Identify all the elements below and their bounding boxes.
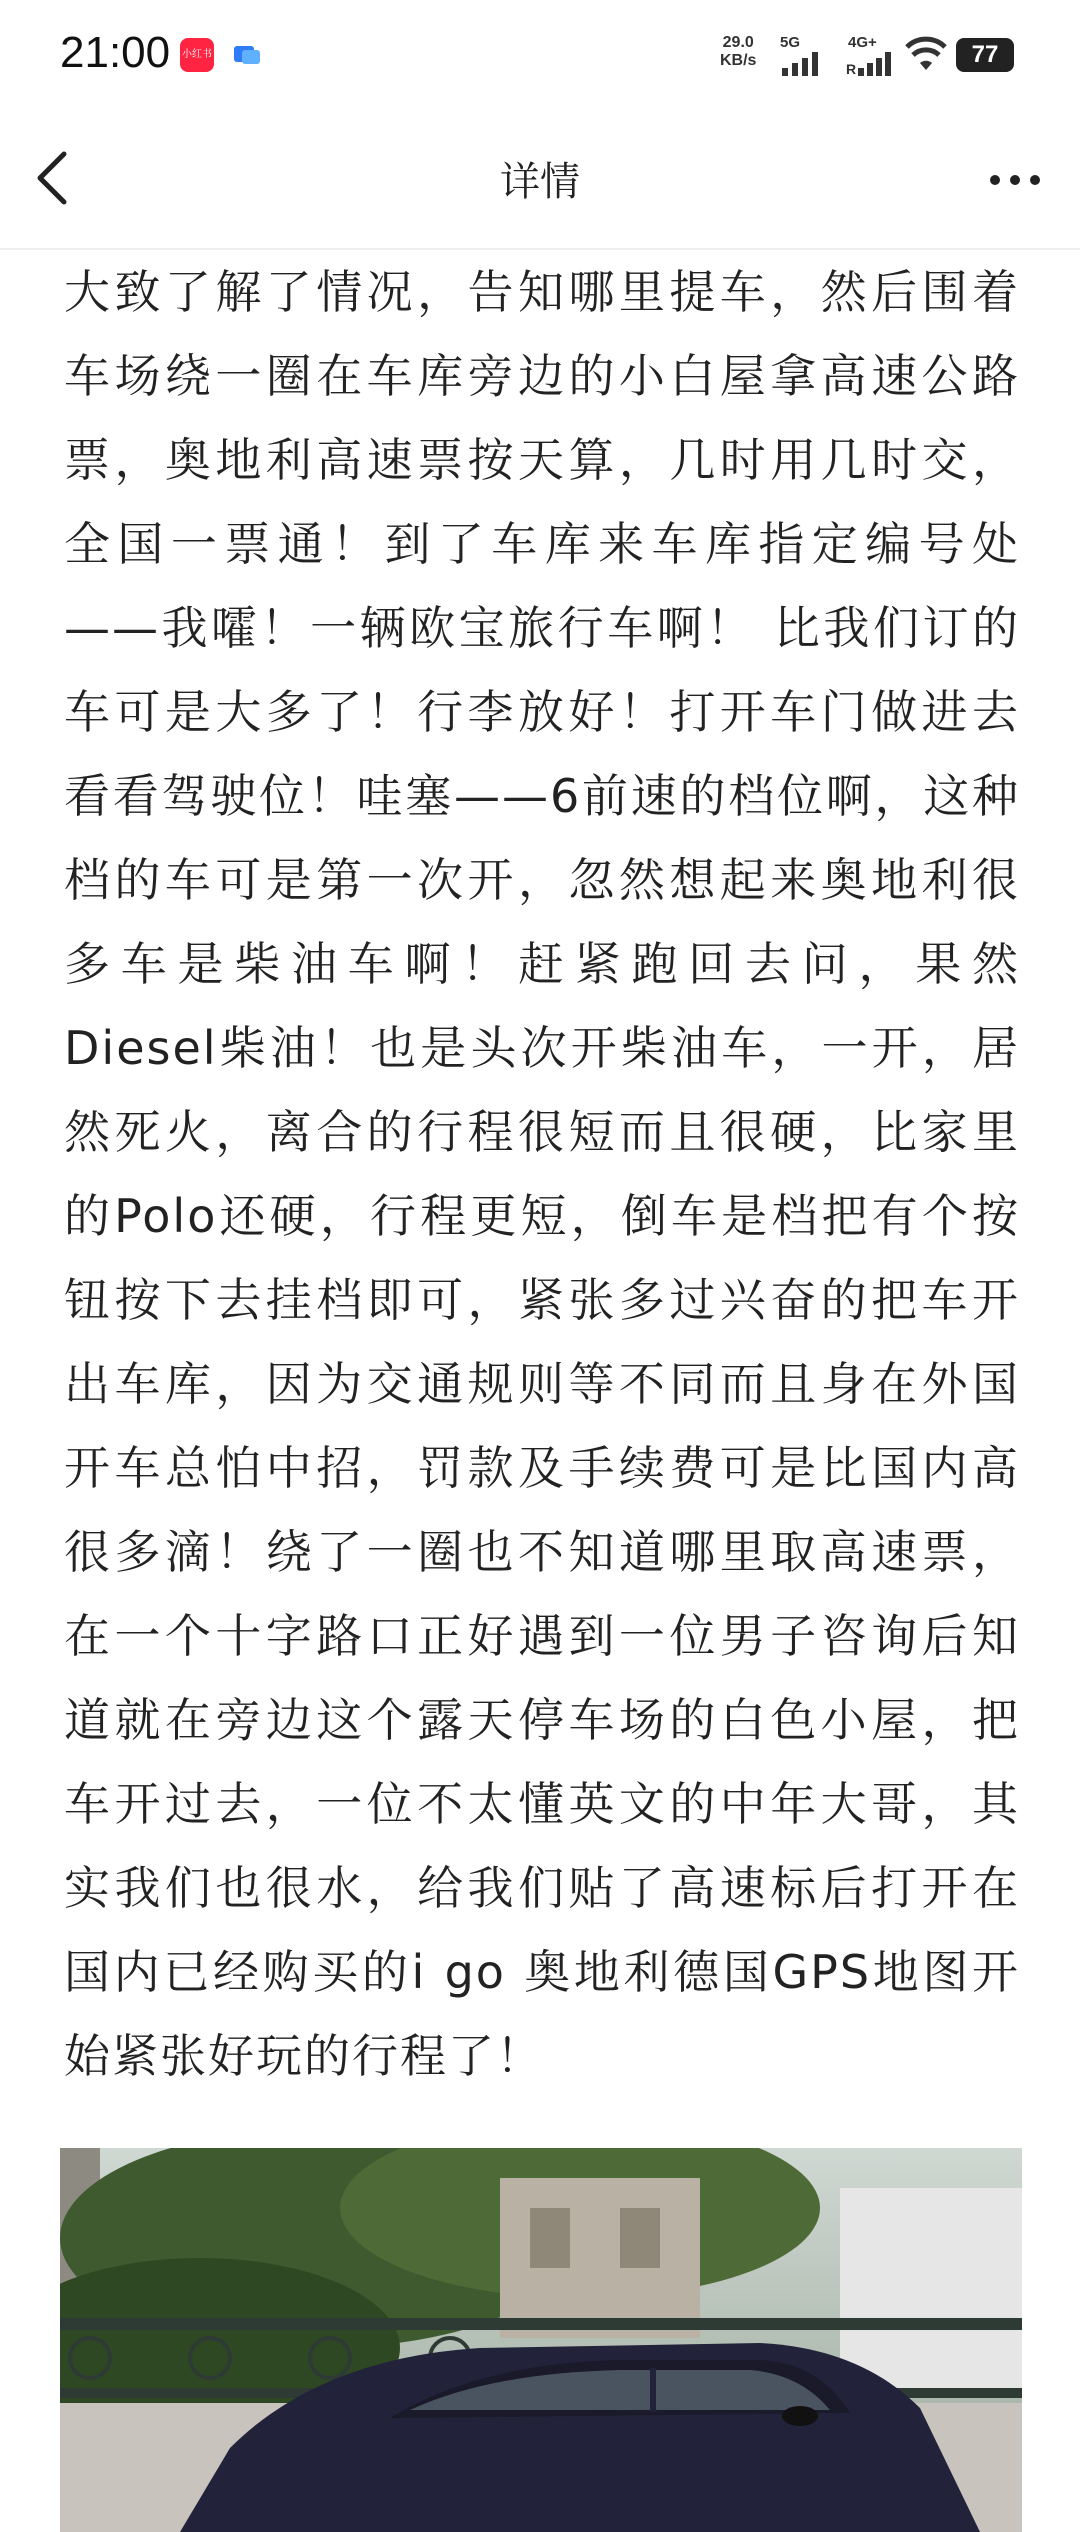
- app-icon: [230, 38, 264, 72]
- battery-icon: 77: [956, 38, 1014, 72]
- signal-4g-label: 4G+: [848, 34, 877, 51]
- page-title: 详情: [500, 159, 580, 205]
- network-speed: [720, 34, 756, 70]
- xiaohongshu-icon: [180, 38, 214, 72]
- more-button[interactable]: [980, 150, 1050, 210]
- car-photo-image: [60, 2148, 1022, 2532]
- more-dots-icon: [980, 150, 1050, 210]
- network-speed-value: 29.0: [722, 34, 754, 51]
- status-bar: [0, 0, 1080, 110]
- wifi-icon: [904, 36, 948, 72]
- svg-text:R: R: [846, 61, 857, 76]
- top-nav-bar: [0, 110, 1080, 250]
- xiaohongshu-icon-label: 小红书: [182, 49, 212, 60]
- article-body: [0, 248, 1080, 2098]
- signal-icon: [782, 52, 824, 76]
- article-paragraph: 大致了解了情况，告知哪里提车，然后围着车场绕一圈在车库旁边的小白屋拿高速公路票，奥地利高速票按天算，几时用几时交，全国一票通！到了车库来车库指定编号处——我嚯！一辆欧宝旅行车啊！ 比我们订的车可是大多了！行李放好！打开车门做进去看看驾驶位！哇塞——6前速的档位啊，这种档的车可是第一次开，忽然想起来奥地利很多车是柴油车啊！赶紧跑回去问，果然Diesel柴油！也是头次开柴油车，一开，居然死火，离合的行程很短而且很硬，比家里的Polo还硬，行程更短，倒车是档把有个按钮按下去挂档即可，紧张多过兴奋的把车开出车库，因为交通规则等不同而且身在外国开车总怕中招，罚款及手续费可是比国内高很多滴！绕了一圈也不知道哪里取高速票，在一个十字路口正好遇到一位男子咨询后知道就在旁边这个露天停车场的白色小屋，把车开过去，一位不太懂英文的中年大哥，其实我们也很水，给我们贴了高速标后打开在国内已经购买的i go 奥地利德国GPS地图开始紧张好玩的行程了！: [64, 265, 1020, 2083]
- status-time: 21:00: [60, 28, 171, 77]
- signal-5g-label: 5G: [780, 34, 801, 51]
- article-photo-car[interactable]: [60, 2148, 1022, 2532]
- network-speed-unit: KB/s: [720, 52, 757, 69]
- signal-icon-2: [846, 52, 894, 76]
